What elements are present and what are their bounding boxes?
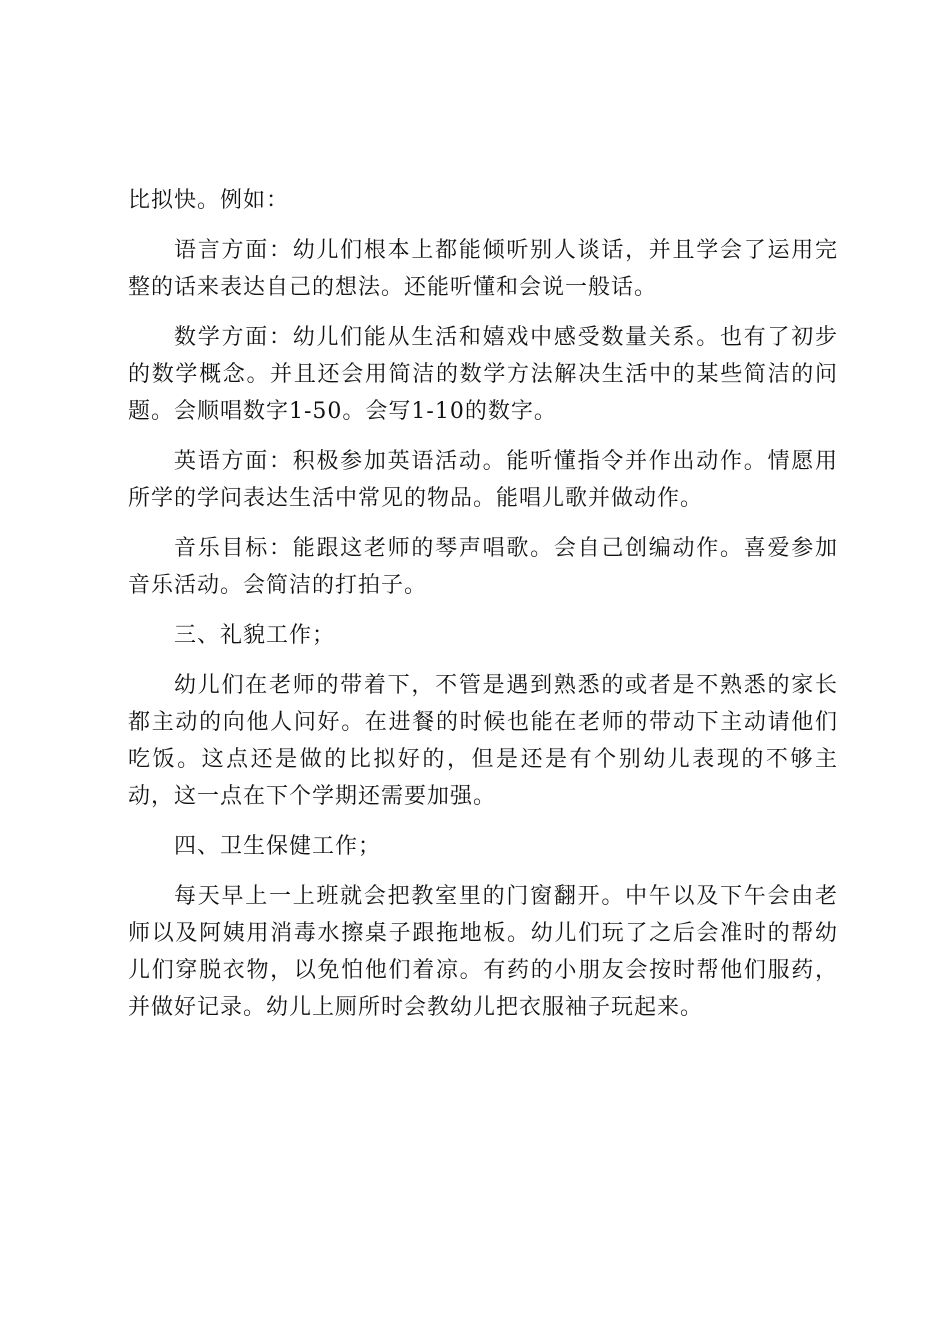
paragraph-math: 数学方面：幼儿们能从生活和嬉戏中感受数量关系。也有了初步的数学概念。并且还会用简洁的数学方法解决生活中的某些简洁的问题。会顺唱数字1-50。会写1-10的数字。 [128,325,838,424]
paragraph-etiquette: 幼儿们在老师的带着下，不管是遇到熟悉的或者是不熟悉的家长都主动的向他人问好。在进餐的时候也能在老师的带动下主动请他们吃饭。这点还是做的比拟好的，但是还是有个别幼儿表现的不够主动，这一点在下个学期还需要加强。 [128,673,838,809]
paragraph-music: 音乐目标：能跟这老师的琴声唱歌。会自己创编动作。喜爱参加音乐活动。会简洁的打拍子。 [128,536,838,598]
paragraph-language: 语言方面：幼儿们根本上都能倾听别人谈话，并且学会了运用完整的话来表达自己的想法。还能听懂和会说一般话。 [128,238,838,300]
paragraph-continuation: 比拟快。例如： [128,188,290,213]
section-heading-etiquette: 三、礼貌工作； [174,623,336,648]
document-body [128,182,838,1039]
section-heading-hygiene: 四、卫生保健工作； [174,834,382,859]
paragraph-english: 英语方面：积极参加英语活动。能听懂指令并作出动作。情愿用所学的学问表达生活中常见的物品。能唱儿歌并做动作。 [128,449,838,511]
paragraph-hygiene: 每天早上一上班就会把教室里的门窗翻开。中午以及下午会由老师以及阿姨用消毒水擦桌子跟拖地板。幼儿们玩了之后会准时的帮幼儿们穿脱衣物，以免怕他们着凉。有药的小朋友会按时帮他们服药，并做好记录。幼儿上厕所时会教幼儿把衣服袖子玩起来。 [128,884,838,1020]
